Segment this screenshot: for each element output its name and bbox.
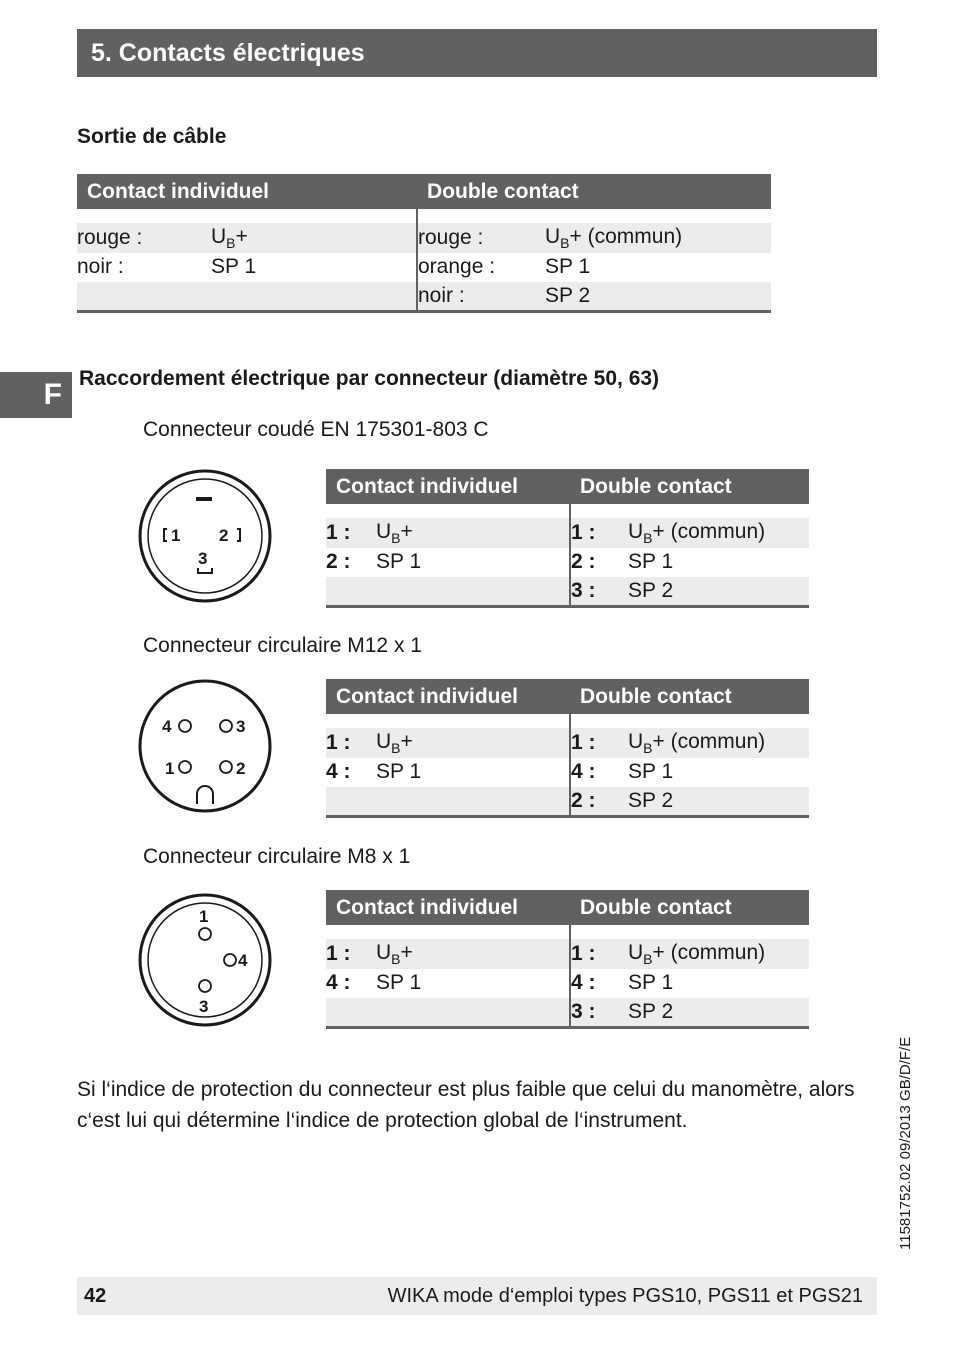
cell-value [211, 282, 417, 312]
cell-label [77, 282, 211, 312]
cable-table [77, 174, 771, 313]
cell-label: noir : [417, 282, 545, 312]
cell-pin: 1 : [326, 939, 376, 969]
cell-value: SP 2 [545, 282, 771, 312]
pin-hole [220, 761, 232, 773]
cell-label: rouge : [77, 223, 211, 253]
connector-name: Connecteur circulaire M8 x 1 [143, 845, 411, 868]
cell-value: $U_B+$ [376, 728, 570, 758]
cell-value: SP 2 [628, 787, 809, 817]
cell-value: SP 1 [376, 550, 422, 574]
pin-label: 4 [238, 951, 248, 970]
cell-pin: 4 : [570, 758, 628, 788]
cell-value: SP 2 [628, 577, 809, 607]
table-row [326, 998, 809, 1028]
table-row [326, 577, 809, 607]
cell-pin: 1 : [570, 939, 628, 969]
cell-value: $U_B+$ [376, 518, 570, 548]
pin-label: 1 [171, 526, 181, 545]
pin-hole [199, 980, 211, 992]
connector-key [197, 786, 213, 804]
pin-bracket [237, 529, 240, 541]
pin-hole [220, 720, 232, 732]
cell-pin: 2 : [570, 548, 628, 578]
col-single-header: Contact individuel [326, 890, 570, 925]
pin-bracket [198, 568, 212, 573]
table-row [326, 518, 809, 548]
contact-table [326, 679, 809, 818]
pin-hole [179, 720, 191, 732]
col-double-header: Double contact [570, 469, 809, 504]
pin-label: 2 [219, 526, 229, 545]
connector-diagram-icon [136, 891, 274, 1029]
cell-value: $U_B+$ [376, 939, 570, 969]
pin-label: 3 [198, 549, 208, 568]
pin-bracket [164, 529, 167, 541]
cell-value: SP 1 [628, 971, 674, 995]
cell-label: rouge : [417, 223, 545, 253]
protection-note: Si l‘indice de protection du connecteur est plus faible que celui du manomètre, alors c‘est lui qui détermine l‘indice de protection global de l‘instrument. [77, 1078, 855, 1132]
cell-pin: 4 : [326, 760, 351, 784]
cell-value: SP 1 [628, 760, 674, 784]
cell-value: $U_B+$ (commun) [628, 939, 809, 969]
cell-pin: 3 : [570, 998, 628, 1028]
cell-pin: 1 : [326, 518, 376, 548]
cell-pin: 4 : [570, 969, 628, 999]
cell-value: $U_B+$ [211, 223, 417, 253]
connector-heading: Raccordement électrique par connecteur (diamètre 50, 63) [79, 367, 660, 390]
pin-label: 3 [199, 997, 209, 1016]
table-row [326, 728, 809, 758]
cell-value: $U_B+$ (commun) [545, 223, 771, 253]
pin-hole [224, 954, 236, 966]
footer-title: WIKA mode d‘emploi types PGS10, PGS11 et PGS21 [387, 1285, 863, 1307]
cell-value: $U_B+$ (commun) [628, 518, 809, 548]
cell-value [376, 998, 570, 1028]
language-tab: F [0, 372, 72, 418]
section-title: 5. Contacts électriques [77, 29, 877, 77]
cell-pin [326, 998, 376, 1028]
page-footer [77, 1277, 877, 1315]
col-double-header: Double contact [570, 890, 809, 925]
cell-label: noir : [77, 255, 124, 279]
pin-hole [199, 928, 211, 940]
table-row [326, 787, 809, 817]
table-row [326, 548, 809, 578]
cell-pin: 2 : [326, 550, 351, 574]
connector-diagram-icon [136, 677, 274, 815]
connector-diagram-icon [136, 467, 274, 605]
cell-value: SP 1 [545, 255, 591, 279]
col-single-header: Contact individuel [326, 679, 570, 714]
col-single-header: Contact individuel [326, 469, 570, 504]
table-row [326, 939, 809, 969]
cell-value: SP 1 [376, 971, 422, 995]
cell-value: SP 1 [211, 255, 257, 279]
connector-name: Connecteur coudé EN 175301-803 C [143, 418, 489, 441]
pin-hole [179, 761, 191, 773]
cell-value: SP 1 [628, 550, 674, 574]
contact-table [326, 890, 809, 1029]
cell-value: SP 1 [376, 760, 422, 784]
contact-table [326, 469, 809, 608]
connector-name: Connecteur circulaire M12 x 1 [143, 634, 422, 657]
connector-inner-ring [148, 479, 262, 593]
col-single-header: Contact individuel [77, 174, 417, 209]
pin-label: 4 [162, 717, 172, 736]
cell-pin: 2 : [570, 787, 628, 817]
pin-label: 1 [165, 759, 175, 778]
cell-pin [326, 787, 376, 817]
pin-label: 1 [199, 907, 209, 926]
document-code: 11581752.02 09/2013 GB/D/F/E [897, 1036, 914, 1250]
table-row [77, 253, 771, 283]
col-double-header: Double contact [570, 679, 809, 714]
table-row [77, 223, 771, 253]
cell-pin: 1 : [570, 728, 628, 758]
connector-outline [140, 471, 270, 601]
pin-label: 2 [236, 759, 246, 778]
cell-value: $U_B+$ (commun) [628, 728, 809, 758]
cell-label: orange : [417, 253, 545, 283]
table-row [77, 282, 771, 312]
table-row [326, 969, 809, 999]
cell-pin [326, 577, 376, 607]
page-number: 42 [84, 1285, 107, 1307]
cell-value: SP 2 [628, 998, 809, 1028]
cell-pin: 1 : [326, 728, 376, 758]
cell-value [376, 787, 570, 817]
cell-pin: 1 : [570, 518, 628, 548]
col-double-header: Double contact [417, 174, 771, 209]
cell-pin: 4 : [326, 971, 351, 995]
cable-heading: Sortie de câble [77, 125, 227, 148]
cell-pin: 3 : [570, 577, 628, 607]
table-row [326, 758, 809, 788]
earth-pin [196, 497, 212, 501]
pin-label: 3 [236, 717, 246, 736]
cell-value [376, 577, 570, 607]
